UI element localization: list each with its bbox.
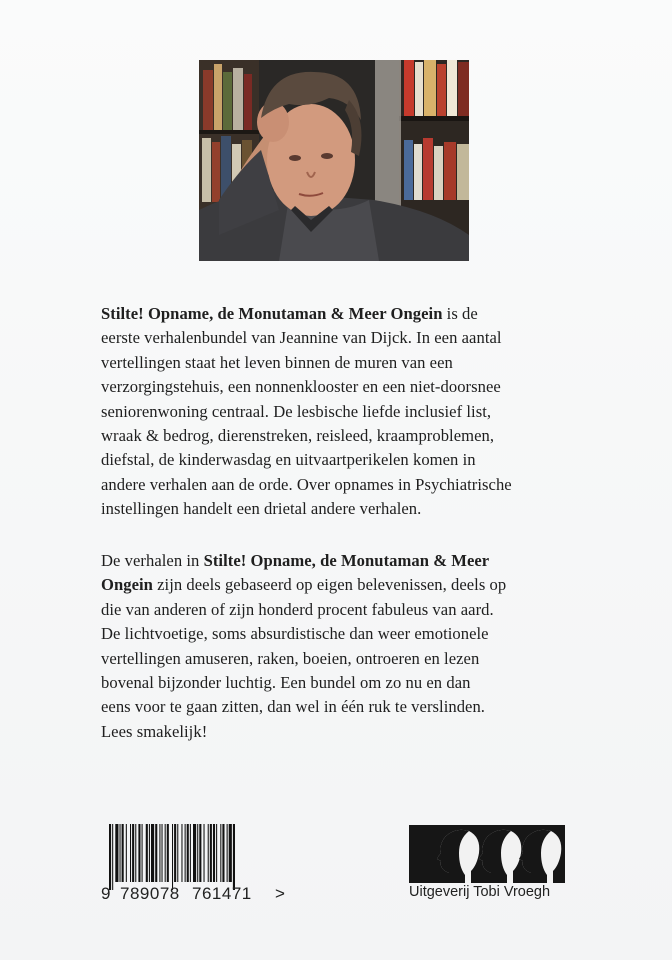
text-line: eerste verhalenbundel van Jeannine van Dijck. In een aantal [101,328,502,348]
isbn-digit-group: 9 [101,884,111,903]
text-line: andere verhalen aan de orde. Over opnames in Psychiatrische [101,474,512,494]
text-line: verzorgingstehuis, een nonnenklooster en een niet-doorsnee [101,377,501,397]
isbn-digit-group: 761471 [192,884,252,903]
text-line: diefstal, de kinderwasdag en uitvaartperikelen komen in [101,450,476,470]
text-line: die van anderen of zijn honderd procent fabuleus van aard. [101,599,494,619]
description-paragraph-1 [101,302,601,522]
text-line: vertellingen amuseren, raken, boeien, ontroeren en lezen [101,648,480,668]
description-paragraph-2 [101,549,601,744]
text-line: eens voor te gaan zitten, dan wel in één ruk te verslinden. [101,697,486,717]
profile-silhouettes-icon [409,825,565,883]
text-line: bovenal bijzonder luchtig. Een bundel om zo nu en dan [101,673,471,693]
book-title-bold: Ongein [101,575,153,595]
text-line: Lees smakelijk! [101,721,208,741]
publisher-logo [409,825,565,883]
text-line: seniorenwoning centraal. De lesbische liefde inclusief list, [101,401,492,421]
text-line: De lichtvoetige, soms absurdistische dan weer emotionele [101,624,489,644]
text-line: zijn deels gebaseerd op eigen belevenissen, deels op [152,575,507,595]
publisher-name: Uitgeverij Tobi Vroegh [409,884,551,900]
isbn-digit-group: > [275,884,286,903]
isbn-digit-group: 789078 [120,884,180,903]
text-line: vertellingen staat het leven binnen de muren van een [101,352,453,372]
text-line: instellingen handelt een drietal andere verhalen. [101,499,422,519]
author-photo-image [199,60,469,261]
book-title-bold: Stilte! Opname, de Monutaman & Meer Ongein [101,304,443,323]
text-line: wraak & bedrog, dierenstreken, reisleed, kraamproblemen, [101,426,495,446]
text-line: is de [442,304,478,323]
author-photo [199,60,469,261]
book-title-bold: Stilte! Opname, de Monutaman & Meer [203,551,490,570]
text-line: De verhalen in [101,551,204,570]
